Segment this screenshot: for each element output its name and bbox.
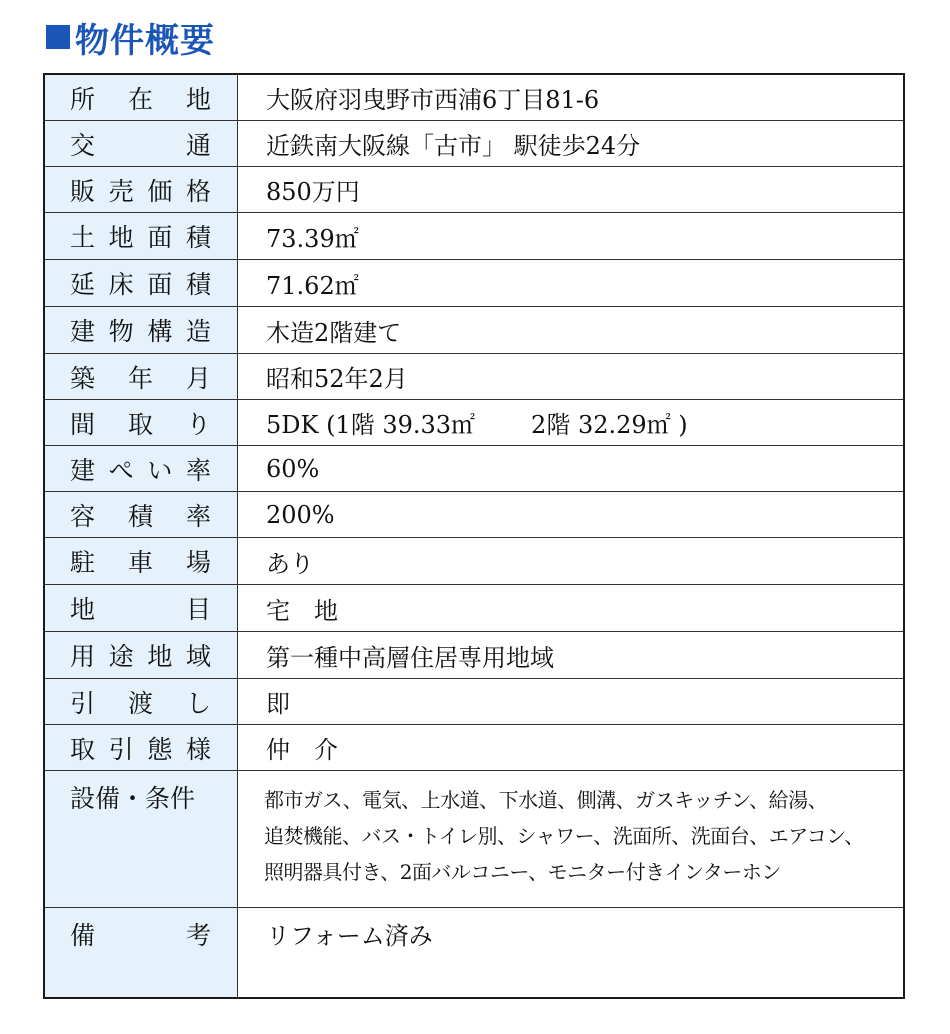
row-value: 大阪府羽曳野市西浦6丁目81-6 — [266, 86, 600, 114]
row-label: 築 年 月 — [45, 354, 238, 399]
row-value: 近鉄南大阪線「古市」 駅徒歩24分 — [266, 132, 641, 160]
row-label: 延 床 面 積 — [45, 260, 238, 306]
row-value: 第一種中高層住居専用地域 — [266, 643, 554, 672]
row-value: 60% — [266, 454, 320, 483]
table-row — [45, 584, 903, 631]
row-label: 用 途 地 域 — [45, 632, 238, 678]
row-label: 取 引 態 様 — [45, 725, 238, 770]
row-label: 建 物 構 造 — [45, 307, 238, 353]
row-label: 備 考 — [45, 908, 238, 997]
row-label: 土 地 面 積 — [45, 213, 238, 259]
row-value — [238, 400, 903, 445]
row-value: 71.62㎡ — [266, 271, 359, 300]
row-label: 駐 車 場 — [45, 538, 238, 584]
table-row — [45, 120, 903, 166]
equipment-line: 照明器具付き、2面バルコニー、モニター付きインターホン — [264, 860, 781, 884]
row-label: 販 売 価 格 — [45, 167, 238, 212]
table-row — [45, 724, 903, 770]
row-value: 200% — [266, 500, 335, 529]
row-label: 建 ぺ い 率 — [45, 446, 238, 491]
row-value: 73.39㎡ — [266, 224, 359, 253]
row-value: 木造2階建て — [266, 318, 402, 347]
section-heading — [46, 10, 215, 64]
row-label: 地 目 — [45, 585, 238, 631]
row-value: 仲 介 — [266, 736, 338, 764]
row-label: 容 積 率 — [45, 492, 238, 537]
row-label: 設備・条件 — [45, 771, 238, 907]
table-row — [45, 212, 903, 259]
table-row — [45, 75, 903, 120]
row-label: 交 通 — [45, 121, 238, 166]
row-value — [238, 771, 903, 907]
table-row — [45, 537, 903, 584]
section-title: 物件概要 — [75, 20, 215, 61]
row-value: 850万円 — [266, 178, 360, 206]
table-row — [45, 491, 903, 537]
row-value: 昭和52年2月 — [266, 365, 408, 393]
table-row — [45, 678, 903, 724]
equipment-line: 都市ガス、電気、上水道、下水道、側溝、ガスキッチン、給湯、 — [264, 788, 828, 812]
table-row — [45, 631, 903, 678]
floor-2-area: 2階 32.29㎡ ) — [531, 411, 688, 439]
table-row — [45, 445, 903, 491]
floor-1-area: 5DK (1階 39.33㎡ — [266, 411, 476, 439]
table-row — [45, 259, 903, 306]
heading-square-icon — [46, 25, 70, 49]
table-row — [45, 399, 903, 445]
row-value: 即 — [266, 690, 290, 718]
row-label: 間 取 り — [45, 400, 238, 445]
equipment-line: 追焚機能、バス・トイレ別、シャワー、洗面所、洗面台、エアコン、 — [264, 824, 864, 848]
row-value: リフォーム済み — [266, 922, 433, 950]
table-row — [45, 166, 903, 212]
property-summary-table — [43, 73, 905, 999]
row-value: あり — [266, 549, 314, 578]
row-label: 所 在 地 — [45, 75, 238, 120]
table-row — [45, 770, 903, 907]
table-row — [45, 353, 903, 399]
table-row — [45, 306, 903, 353]
row-label: 引 渡 し — [45, 679, 238, 724]
table-row — [45, 907, 903, 997]
row-value: 宅 地 — [266, 596, 338, 625]
